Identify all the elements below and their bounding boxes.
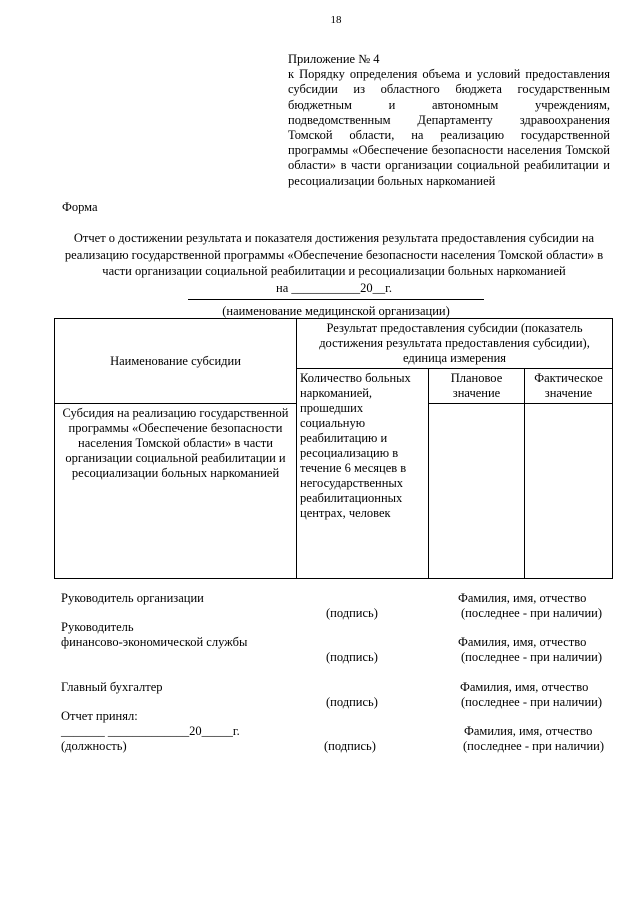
- report-accepted-label: Отчет принял:: [61, 709, 138, 723]
- appendix-body: к Порядку определения объема и условий предоставления субсидии из областного бюджета государственным бюджетным и автономным учреждениям, подведомственным Департаменту здравоохранения Томской области, на реализацию государственной программы «Обеспечение безопасности населения Томской области» в части организации социальной реабилитации и ресоциализации больных наркоманией: [288, 67, 610, 188]
- appendix-block: [288, 52, 610, 189]
- row-subsidy-name: Субсидия на реализацию государственной программы «Обеспечение безопасности населения Томской области» в части организации социальной реабилитации и ресоциализации больных наркоманией: [55, 404, 297, 579]
- signature-caption-2: (подпись): [326, 650, 378, 664]
- head-finance-label-1: Руководитель: [61, 620, 134, 634]
- position-caption: (должность): [61, 739, 127, 753]
- signature-caption-4: (подпись): [324, 739, 376, 753]
- organization-name-line: [188, 299, 484, 300]
- report-title: Отчет о достижении результата и показателя достижения результата предоставления субсидии на реализацию государственной программы «Обеспечение безопасности населения Томской области» в части организации социальной реабилитации и ресоциализации больных наркоманией: [64, 231, 604, 278]
- fio-label-1: Фамилия, имя, отчество: [458, 591, 587, 605]
- signature-caption-1: (подпись): [326, 606, 378, 620]
- page-number: 18: [330, 14, 342, 26]
- signature-caption-3: (подпись): [326, 695, 378, 709]
- header-planned: Плановое значение: [429, 369, 525, 404]
- head-finance-label-2: финансово-экономической службы: [61, 635, 248, 649]
- report-date-line: на ___________20__г.: [276, 280, 392, 295]
- row-actual-value: [525, 404, 613, 579]
- fio-label-4: Фамилия, имя, отчество: [464, 724, 593, 738]
- row-planned-value: [429, 404, 525, 579]
- head-of-org-label: Руководитель организации: [61, 591, 204, 605]
- fio-label-3: Фамилия, имя, отчество: [460, 680, 589, 694]
- header-result: Результат предоставления субсидии (показатель достижения результата предоставления субсидии), единица измерения: [297, 319, 613, 369]
- acceptance-line: _______ _____________20_____г.: [61, 724, 240, 738]
- fio-note-2: (последнее - при наличии): [461, 650, 602, 664]
- fio-label-2: Фамилия, имя, отчество: [458, 635, 587, 649]
- header-subsidy-name: Наименование субсидии: [55, 319, 297, 404]
- table-header-row-1: [55, 319, 613, 369]
- header-indicator: Количество больных наркоманией, прошедших социальную реабилитацию и ресоциализацию в течение 6 месяцев в негосударственных реабилитационных центрах, человек: [297, 369, 429, 579]
- fio-note-1: (последнее - при наличии): [461, 606, 602, 620]
- form-label: Форма: [62, 200, 98, 214]
- report-table: [54, 318, 613, 579]
- fio-note-3: (последнее - при наличии): [461, 695, 602, 709]
- chief-accountant-label: Главный бухгалтер: [61, 680, 163, 694]
- organization-caption: (наименование медицинской организации): [222, 304, 450, 318]
- fio-note-4: (последнее - при наличии): [463, 739, 604, 753]
- header-actual: Фактическое значение: [525, 369, 613, 404]
- report-title-block: [58, 230, 610, 296]
- appendix-title: Приложение № 4: [288, 52, 380, 66]
